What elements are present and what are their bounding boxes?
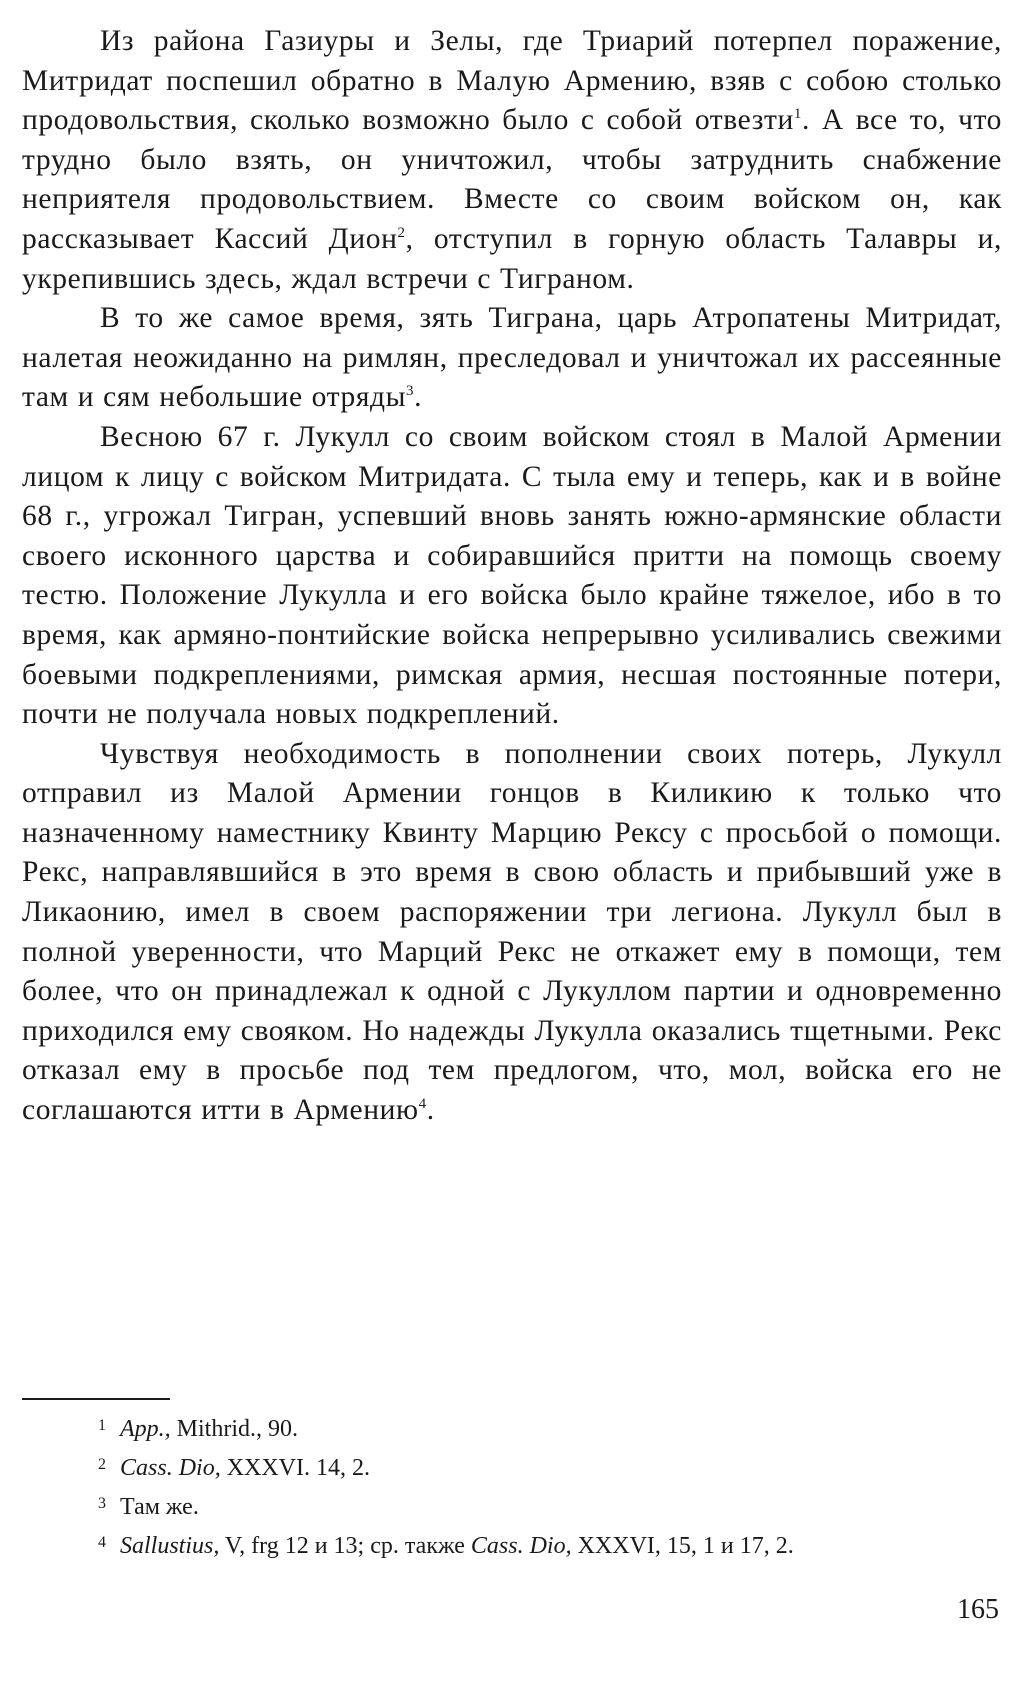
main-text [22,22,1002,1131]
footnote-ref-1[interactable]: 1 [793,106,802,123]
footnote-3 [98,1486,998,1525]
footnote-number: 4 [98,1534,106,1551]
footnote-source: Sallustius, [120,1533,220,1559]
paragraph-4-text-b: . [426,1094,435,1127]
paragraph-4-text-a: Чувствуя необходимость в пополнении своих потерь, Лукулл отправил из Малой Армении гонцов в Киликию к только что назначенному наместнику Квинту Марцию Рексу с просьбой о помощи. Рекс, направлявшийся в это время в свою область и прибывший уже в Ликаонию, имел в своем распоряжении три легиона. Лукулл был в полной уверенности, что Марций Рекс не откажет ему в помощи, тем более, что он принадлежал к одной с Лукуллом партии и одновременно приходился ему свояком. Но надежды Лукулла оказались тщетными. Рекс отказал ему в просьбе под тем предлогом, что, мол, войска его не соглашаются итти в Армению [22,737,1002,1127]
paragraph-1-text-b: . А все то, что трудно было взять, он уничтожил, чтобы затруднить снабжение неприятеля продовольствием. Вместе со своим войском он, как рассказывает Кассий Дион [22,104,1002,255]
footnote-detail: V, frg 12 и 13; ср. также [219,1533,471,1559]
footnote-source: App., [120,1416,171,1442]
footnote-number: 1 [98,1417,106,1434]
paragraph-1-text-c: , отступил в горную область Талавры и, укрепившись здесь, ждал встречи с Тиграном. [22,222,1002,295]
footnote-source-2: Cass. Dio, [470,1533,572,1559]
footnote-number: 2 [98,1456,106,1473]
footnote-4 [98,1525,998,1564]
footnotes [98,1408,998,1564]
footnote-2 [98,1447,998,1486]
paragraph-4 [22,735,1002,1131]
paragraph-1-text-a: Из района Газиуры и Зелы, где Триарий потерпел поражение, Митридат поспешил обратно в Малую Армению, взяв с собою столько продовольствия, сколько возможно было с собой отвезти [22,25,1002,137]
footnote-1 [98,1408,998,1447]
footnote-ref-4[interactable]: 4 [418,1096,427,1113]
footnote-detail: XXXVI. 14, 2. [220,1455,371,1481]
footnote-source: Cass. Dio, [120,1455,221,1481]
footnote-divider [22,1398,170,1400]
footnote-number: 3 [98,1495,106,1512]
paragraph-2-text-a: В то же самое время, зять Тиграна, царь Атропатены Митридат, налетая неожиданно на римлян, преследовал и уничтожал их рассеянные там и сям небольшие отряды [22,302,1002,414]
footnote-ref-3[interactable]: 3 [406,383,415,400]
footnote-detail: Mithrid., 90. [170,1416,299,1442]
footnote-detail-2: XXXVI, 15, 1 и 17, 2. [571,1533,794,1559]
paragraph-3-text: Весною 67 г. Лукулл со своим войском стоял в Малой Армении лицом к лицу с войском Митридата. С тыла ему и теперь, как и в войне 68 г., угрожал Тигран, успевший вновь занять южно-армянские области своего исконного царства и собиравшийся притти на помощь своему тестю. Положение Лукулла и его войска было крайне тяжелое, ибо в то время, как армяно-понтийские войска непрерывно усиливались свежими боевыми подкреплениями, римская армия, несшая постоянные потери, почти не получала новых подкреплений. [22,420,1002,731]
paragraph-2 [22,299,1002,418]
footnote-detail: Там же. [120,1494,199,1520]
paragraph-1 [22,22,1002,299]
page-number: 165 [957,1594,999,1625]
paragraph-2-text-b: . [414,381,423,414]
footnote-ref-2[interactable]: 2 [397,225,406,242]
paragraph-3 [22,418,1002,735]
